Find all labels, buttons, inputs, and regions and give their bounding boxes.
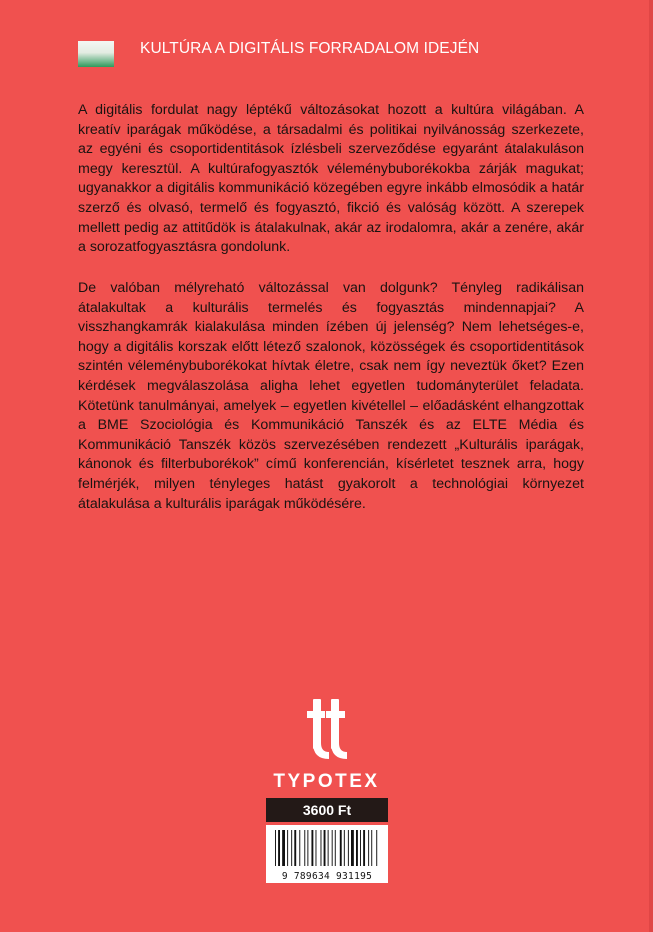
barcode-bar bbox=[294, 830, 296, 866]
barcode-bar bbox=[299, 830, 300, 866]
barcode-bar bbox=[291, 830, 292, 866]
isbn-barcode bbox=[266, 825, 388, 883]
barcode-bar bbox=[356, 830, 358, 866]
barcode-bar bbox=[344, 830, 345, 866]
barcode-bar bbox=[376, 830, 377, 866]
barcode-bar bbox=[351, 830, 354, 866]
barcode-bar bbox=[324, 830, 326, 866]
barcode-bar bbox=[304, 830, 305, 866]
price-label: 3600 Ft bbox=[266, 798, 388, 822]
series-logo-icon bbox=[78, 41, 114, 67]
blurb-paragraph-1: A digitális fordulat nagy léptékű változásokat hozott a kultúra világában. A kreatív iparágak működése, a társadalmi és politikai nyilvánosság szerkezete, az egyéni és csoportidentitások ízlésbeli szerveződése egyaránt átalakuláson megy keresztül. A kultúrafogyasztók véleménybuborékokba zárják magukat; ugyanakkor a digitális kommunikáció közegében egyre inkább elmosódik a határ szerző és olvasó, termelő és fogyasztó, fikció és valóság között. A szerepek mellett pedig az attitűdök is átalakulnak, akár az irodalomra, akár a zenére, akár a sorozatfogyasztásra gondolunk. bbox=[78, 102, 584, 256]
barcode-bar bbox=[311, 830, 313, 866]
barcode-bar bbox=[307, 830, 308, 866]
publisher-name: TYPOTEX bbox=[273, 771, 380, 792]
barcode-bar bbox=[278, 830, 280, 866]
barcode-bar bbox=[321, 830, 322, 866]
barcode-icon bbox=[266, 825, 388, 871]
series-title: KULTÚRA A DIGITÁLIS FORRADALOM IDEJÉN bbox=[140, 40, 480, 57]
barcode-bar bbox=[348, 830, 349, 866]
barcode-bar bbox=[275, 830, 276, 866]
barcode-bar bbox=[316, 830, 317, 866]
barcode-bar bbox=[335, 830, 336, 866]
blurb-paragraph-2: De valóban mélyreható változással van dolgunk? Tényleg radikálisan átalakultak a kulturális termelés és fogyasztás mindennapjai? A visszhangkamrák kialakulása minden ízében új jelenség? Nem lehetséges-e, hogy a digitális korszak előtt létező szalonok, közösségek és csoportidentitások szintén véleménybuborékokat hívtak életre, csak nem így neveztük őket? Ezen kérdések megválaszolása aligha lehet egyetlen tudományterület feladata. Kötetünk tanulmányai, amelyek – egyetlen kivétellel – előadásként elhangzottak a BME Szociológia és Kommunikáció Tanszék és az ELTE Média és Kommunikáció Tanszék közös szervezésében rendezett „Kulturális iparágak, kánonok és filterbuborékok” című konferencián, kísérletet tesznek arra, hogy felmérjék, milyen tényleges hatást gyakorolt a technológiai környezet átalakulása a kulturális iparágak működésére. bbox=[78, 280, 584, 512]
barcode-bar bbox=[340, 830, 342, 866]
barcode-bar bbox=[363, 830, 365, 866]
barcode-bar bbox=[371, 830, 372, 866]
barcode-bar bbox=[360, 830, 361, 866]
isbn-number: 9 789634 931195 bbox=[281, 871, 373, 882]
barcode-bar bbox=[287, 830, 288, 866]
barcode-bar bbox=[328, 830, 329, 866]
barcode-bar bbox=[368, 830, 369, 866]
barcode-bar bbox=[282, 830, 285, 866]
barcode-bar bbox=[332, 830, 333, 866]
typotex-tt-logo-icon bbox=[307, 697, 347, 763]
